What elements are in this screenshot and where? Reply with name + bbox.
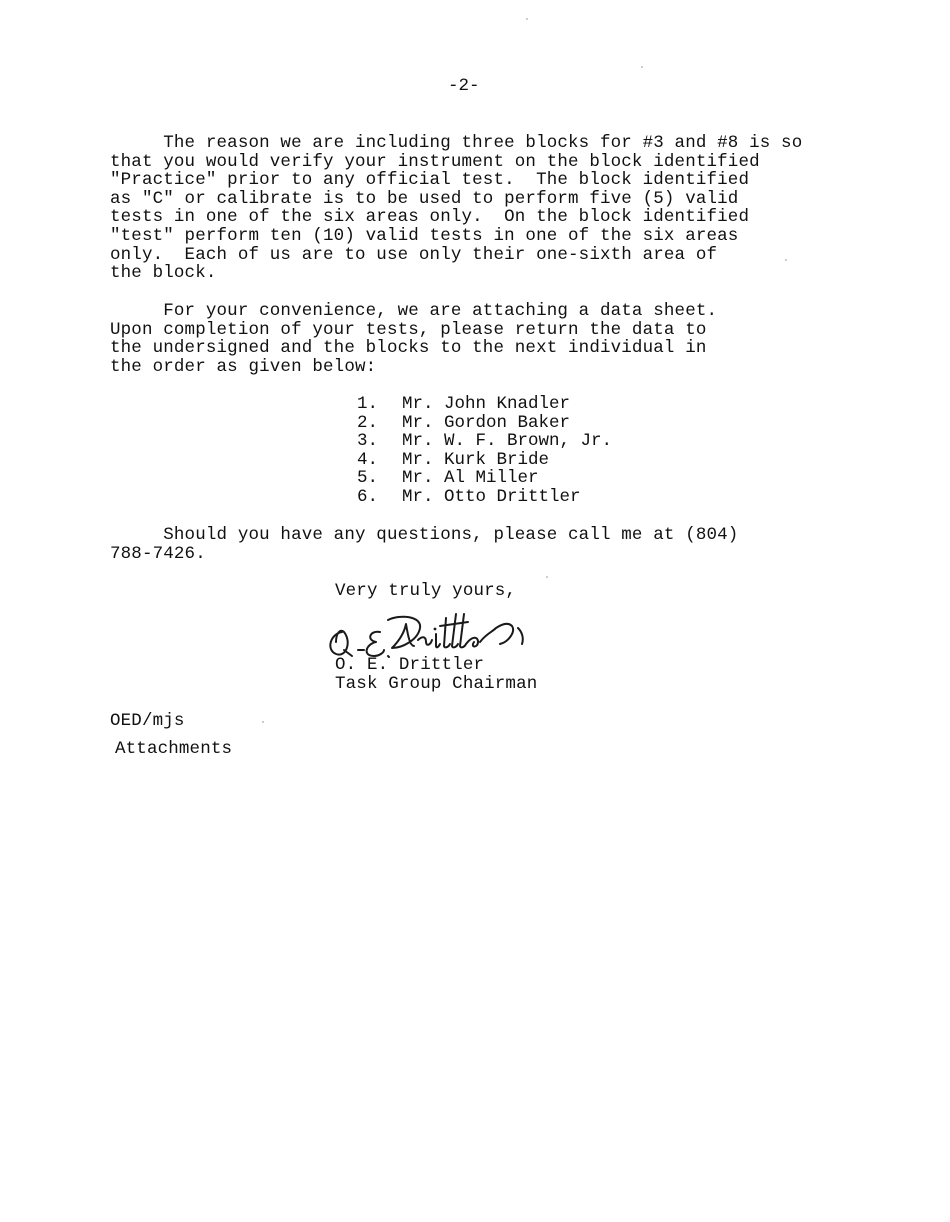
paragraph-line: Upon completion of your tests, please return the data to bbox=[110, 319, 707, 340]
list-name: Mr. Al Miller bbox=[402, 468, 539, 489]
paragraph-line: that you would verify your instrument on the block identified bbox=[110, 151, 760, 172]
paragraph-line: For your convenience, we are attaching a data sheet. bbox=[110, 301, 718, 321]
paragraph-line: the undersigned and the blocks to the next individual in bbox=[110, 338, 707, 359]
list-item bbox=[357, 395, 612, 414]
closing-salutation: Very truly yours, bbox=[335, 581, 517, 601]
list-number: 4. bbox=[357, 449, 379, 470]
list-name: Mr. John Knadler bbox=[402, 394, 571, 414]
paragraph-line: as "C" or calibrate is to be used to perform five (5) valid bbox=[110, 188, 739, 209]
list-item bbox=[357, 488, 612, 507]
list-item bbox=[357, 469, 612, 488]
order-list bbox=[357, 395, 612, 507]
list-name: Mr. Gordon Baker bbox=[402, 412, 571, 433]
list-number: 3. bbox=[357, 431, 379, 452]
list-name: Mr. Kurk Bride bbox=[402, 449, 550, 470]
paragraph-line: the block. bbox=[110, 263, 217, 284]
list-item bbox=[357, 451, 612, 470]
list-number: 1. bbox=[357, 394, 379, 414]
scan-speck bbox=[526, 18, 528, 20]
list-number: 5. bbox=[357, 468, 379, 489]
scan-speck bbox=[546, 576, 548, 578]
signer-name: O. E. Drittler bbox=[335, 655, 485, 675]
list-name: Mr. Otto Drittler bbox=[402, 486, 581, 507]
paragraph-line: tests in one of the six areas only. On the block identified bbox=[110, 207, 750, 228]
paragraph-line: Should you have any questions, please call me at (804) bbox=[110, 525, 739, 545]
enclosure-note: Attachments bbox=[115, 739, 233, 759]
list-item bbox=[357, 432, 612, 451]
reference-initials: OED/mjs bbox=[110, 711, 185, 731]
list-name: Mr. W. F. Brown, Jr. bbox=[402, 431, 613, 452]
scan-speck bbox=[641, 66, 643, 68]
paragraph-line: 788-7426. bbox=[110, 543, 206, 564]
page-number: -2- bbox=[448, 76, 480, 96]
paragraph-line: "Practice" prior to any official test. The block identified bbox=[110, 170, 750, 191]
scan-speck bbox=[785, 259, 787, 261]
paragraph-line: "test" perform ten (10) valid tests in one of the six areas bbox=[110, 226, 739, 246]
signer-title: Task Group Chairman bbox=[335, 674, 538, 694]
list-item bbox=[357, 414, 612, 433]
paragraph-line: only. Each of us are to use only their one-sixth area of bbox=[110, 244, 718, 265]
paragraph-line: The reason we are including three blocks for #3 and #8 is so bbox=[110, 133, 803, 153]
paragraph-line: the order as given below: bbox=[110, 356, 377, 377]
list-number: 6. bbox=[357, 486, 379, 507]
list-number: 2. bbox=[357, 412, 379, 433]
scan-speck bbox=[262, 721, 264, 723]
